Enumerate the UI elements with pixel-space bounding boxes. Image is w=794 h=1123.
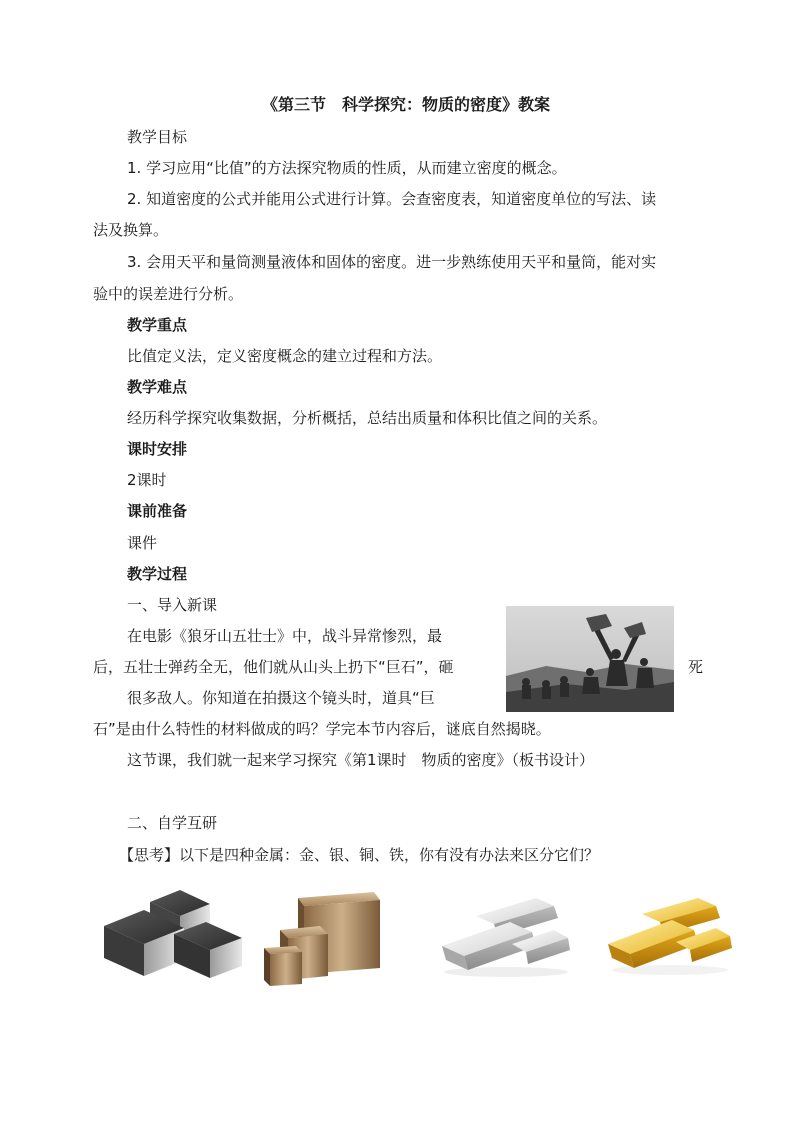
prep-heading: 课前准备	[127, 502, 188, 520]
goal-3-line-2: 验中的误差进行分析。	[93, 285, 244, 303]
iron-blocks-image	[100, 884, 246, 984]
key-points-heading: 教学重点	[127, 316, 188, 334]
silver-bars-image	[436, 892, 572, 978]
think-prompt: 【思考】以下是四种金属：金、银、铜、铁，你有没有办法来区分它们？	[119, 846, 600, 864]
intro-line-3: 很多敌人。你知道在拍摄这个镜头时，道具“巨	[127, 689, 435, 707]
intro-line-4: 石”是由什么特性的材料做成的吗？学完本节内容后，谜底自然揭晓。	[93, 720, 551, 738]
copper-blocks-image	[262, 890, 382, 988]
section-1-heading: 一、导入新课	[127, 596, 218, 614]
process-heading: 教学过程	[127, 565, 188, 583]
difficulty-heading: 教学难点	[127, 378, 188, 396]
prep-text: 课件	[127, 534, 158, 552]
goal-3-line-1: 3. 会用天平和量筒测量液体和固体的密度。进一步熟练使用天平和量筒，能对实	[127, 253, 657, 271]
intro-line-2-tail: 死	[688, 658, 704, 676]
gold-bars-image	[604, 892, 734, 976]
intro-line-2: 后，五壮士弹药全无，他们就从山头上扔下“巨石”，砸	[93, 658, 454, 676]
goal-2-line-2: 法及换算。	[93, 221, 169, 239]
intro-line-5: 这节课，我们就一起来学习探究《第1课时 物质的密度》（板书设计）	[127, 751, 595, 769]
schedule-heading: 课时安排	[127, 440, 188, 458]
page-title: 《第三节 科学探究：物质的密度》教案	[262, 95, 551, 114]
key-points-text: 比值定义法，定义密度概念的建立过程和方法。	[127, 347, 443, 365]
goal-1: 1. 学习应用“比值”的方法探究物质的性质，从而建立密度的概念。	[127, 159, 567, 177]
goals-heading: 教学目标	[127, 128, 188, 146]
goal-2-line-1: 2. 知道密度的公式并能用公式进行计算。会查密度表，知道密度单位的写法、读	[127, 190, 657, 208]
film-still-image	[506, 606, 674, 712]
section-2-heading: 二、自学互研	[127, 814, 218, 832]
schedule-text: 2课时	[127, 471, 167, 489]
intro-line-1: 在电影《狼牙山五壮士》中，战斗异常惨烈，最	[127, 627, 443, 645]
difficulty-text: 经历科学探究收集数据，分析概括，总结出质量和体积比值之间的关系。	[127, 409, 608, 427]
